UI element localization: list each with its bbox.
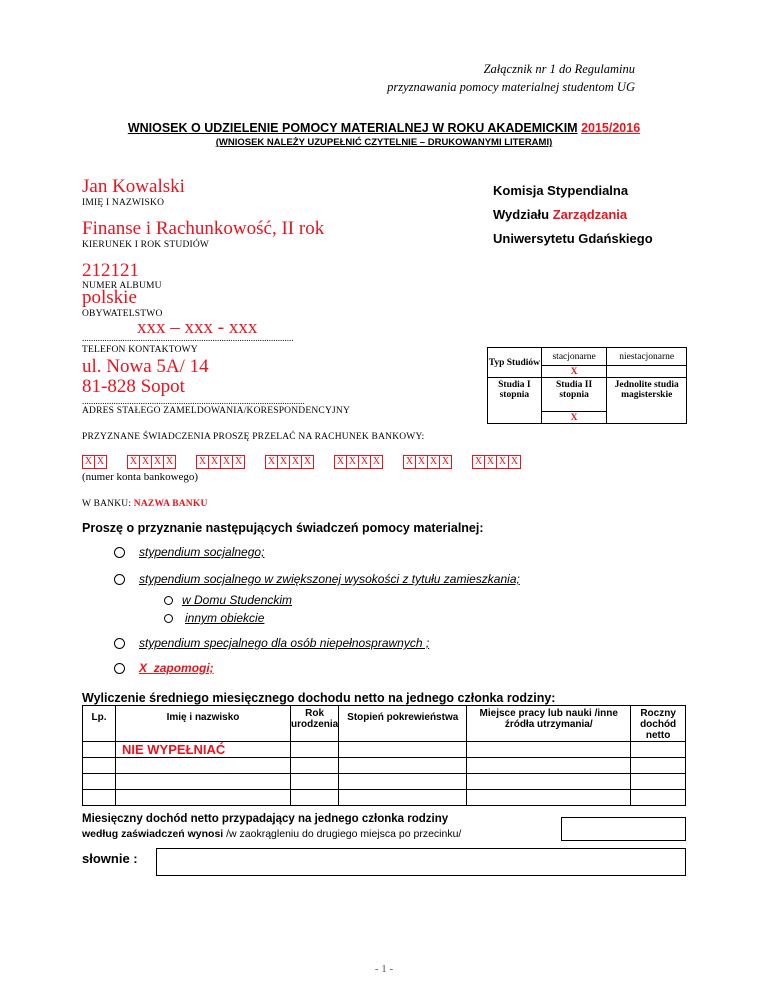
address-line2[interactable]: 81-828 Sopot	[82, 376, 185, 397]
benefit2-label: stypendium socjalnego w zwiększonej wysokości z tytułu zamieszkania;	[139, 572, 520, 586]
benefit4-mark: X	[139, 661, 148, 675]
phone-label: TELEFON KONTAKTOWY	[82, 345, 198, 355]
benefit1-label: stypendium socjalnego;	[139, 545, 265, 559]
account-digit-box[interactable]: X	[82, 455, 95, 469]
account-digit-box[interactable]: X	[334, 455, 347, 469]
benefit2b-label: innym obiekcie	[185, 611, 265, 625]
benefit2a-radio[interactable]	[164, 596, 173, 605]
studia1-cell[interactable]: Studia I stopnia	[488, 378, 542, 424]
do-not-fill-note: NIE WYPEŁNIAĆ	[116, 742, 291, 758]
benefit4-radio[interactable]	[114, 663, 125, 674]
phone-number[interactable]: xxx – xxx - xxx	[137, 317, 258, 338]
benefit2a-label: w Domu Studenckim	[182, 593, 293, 607]
album-number[interactable]: 212121	[82, 260, 139, 281]
faculty-name: Zarządzania	[552, 207, 628, 222]
applicant-name[interactable]: Jan Kowalski	[82, 176, 185, 197]
account-digit-box[interactable]: X	[139, 455, 152, 469]
account-digit-box[interactable]: X	[196, 455, 209, 469]
table-row	[83, 758, 686, 774]
col-relation: Stopień pokrewieństwa	[339, 706, 467, 742]
table-row	[83, 790, 686, 806]
address-dots: ...................................................................................................	[82, 396, 305, 406]
account-digit-box[interactable]: X	[439, 455, 452, 469]
form-title-year: 2015/2016	[581, 121, 641, 135]
annex-line2: przyznawania pomocy materialnej studentom UG	[387, 80, 635, 94]
benefit4-line	[139, 661, 214, 675]
income-table	[82, 705, 686, 806]
address-line1[interactable]: ul. Nowa 5A/ 14	[82, 356, 209, 377]
account-digit-box[interactable]: X	[472, 455, 485, 469]
account-digit-box[interactable]: X	[232, 455, 245, 469]
page-number: - 1 -	[374, 963, 394, 975]
account-digit-box[interactable]: X	[301, 455, 314, 469]
benefits-heading: Proszę o przyznanie następujących świadczeń pomocy materialnej:	[82, 521, 484, 535]
form-title-main: WNIOSEK O UDZIELENIE POMOCY MATERIALNEJ W ROKU AKADEMICKIM	[127, 121, 578, 135]
benefit3-radio[interactable]	[114, 638, 125, 649]
form-title	[0, 121, 768, 135]
monthly-line1: Miesięczny dochód netto przypadający na jednego członka rodziny	[82, 813, 449, 825]
citizenship-label: OBYWATELSTWO	[82, 309, 163, 319]
annex-line1: Załącznik nr 1 do Regulaminu	[483, 62, 635, 76]
monthly-line2: według zaświadczeń wynosi /w zaokrągleniu do drugiego miejsca po przecinku/	[82, 828, 462, 840]
monthly-income-text	[82, 812, 461, 842]
study-type-label: Typ Studiów	[488, 348, 542, 378]
account-digit-box[interactable]: X	[289, 455, 302, 469]
benefit3-label: stypendium specjalnego dla osób niepełnosprawnych ;	[139, 636, 430, 650]
words-label: słownie :	[82, 851, 138, 866]
transfer-label: PRZYZNANE ŚWIADCZENIA PROSZĘ PRZELAĆ NA RACHUNEK BANKOWY:	[82, 432, 425, 442]
committee-line1: Komisja Stypendialna	[493, 183, 629, 198]
stacjonarne-header: stacjonarne	[541, 348, 607, 366]
income-heading: Wyliczenie średniego miesięcznego dochodu netto na jednego członka rodziny:	[82, 691, 556, 705]
account-digit-box[interactable]: X	[94, 455, 107, 469]
account-caption: (numer konta bankowego)	[82, 471, 199, 483]
niestacjonarne-header: niestacjonarne	[607, 348, 687, 366]
form-subtitle: (WNIOSEK NALEŻY UZUPEŁNIĆ CZYTELNIE – DRUKOWANYMI LITERAMI)	[215, 137, 553, 148]
committee-line2: Wydziału Zarządzania	[493, 207, 628, 222]
niestacjonarne-cell[interactable]	[607, 366, 687, 378]
committee-line3: Uniwersytetu Gdańskiego	[493, 231, 653, 246]
account-digit-box[interactable]: X	[220, 455, 233, 469]
table-row	[83, 742, 686, 758]
benefit1-radio[interactable]	[114, 547, 125, 558]
bank-line	[82, 499, 208, 509]
account-digit-box[interactable]: X	[427, 455, 440, 469]
benefit2-radio[interactable]	[114, 574, 125, 585]
account-digit-box[interactable]: X	[403, 455, 416, 469]
stacjonarne-mark[interactable]: X	[541, 366, 607, 378]
col-income: Roczny dochód netto	[631, 706, 686, 742]
account-digit-box[interactable]: X	[265, 455, 278, 469]
col-year: Rok urodzenia	[291, 706, 339, 742]
phone-dots: ..............................................................................................	[82, 333, 294, 343]
jednolite-cell[interactable]: Jednolite studia magisterskie	[607, 378, 687, 424]
bank-label: W BANKU:	[82, 499, 132, 509]
account-digit-box[interactable]: X	[151, 455, 164, 469]
address-label: ADRES STAŁEGO ZAMELDOWANIA/KORESPONDENCYJNY	[82, 406, 351, 416]
account-digit-box[interactable]: X	[163, 455, 176, 469]
monthly-income-box[interactable]	[561, 817, 686, 841]
account-digit-box[interactable]: X	[496, 455, 509, 469]
account-digit-box[interactable]: X	[208, 455, 221, 469]
benefit4-label: zapomogi;	[153, 661, 214, 675]
account-digit-box[interactable]: X	[508, 455, 521, 469]
account-digit-box[interactable]: X	[415, 455, 428, 469]
col-work: Miejsce pracy lub nauki /inne źródła utrzymania/	[467, 706, 631, 742]
account-digit-box[interactable]: X	[346, 455, 359, 469]
studia2-mark[interactable]: X	[541, 412, 607, 424]
studia2-cell[interactable]: Studia II stopnia	[541, 378, 607, 412]
study-field-label: KIERUNEK I ROK STUDIÓW	[82, 240, 210, 250]
col-lp: Lp.	[83, 706, 116, 742]
study-type-table	[487, 347, 687, 424]
account-digit-box[interactable]: X	[127, 455, 140, 469]
study-field[interactable]: Finanse i Rachunkowość, II rok	[82, 218, 325, 239]
benefit2b-radio[interactable]	[164, 614, 173, 623]
committee-block	[493, 179, 653, 251]
account-digit-box[interactable]: X	[358, 455, 371, 469]
annex-note	[387, 60, 635, 96]
amount-in-words-box[interactable]	[156, 848, 686, 876]
applicant-name-label: IMIĘ I NAZWISKO	[82, 198, 165, 208]
account-digit-box[interactable]: X	[370, 455, 383, 469]
album-number-label: NUMER ALBUMU	[82, 281, 162, 291]
citizenship[interactable]: polskie	[82, 287, 137, 308]
table-row	[83, 774, 686, 790]
bank-name[interactable]: NAZWA BANKU	[133, 499, 208, 509]
col-name: Imię i nazwisko	[116, 706, 291, 742]
account-digit-box[interactable]: X	[484, 455, 497, 469]
account-digit-box[interactable]: X	[277, 455, 290, 469]
